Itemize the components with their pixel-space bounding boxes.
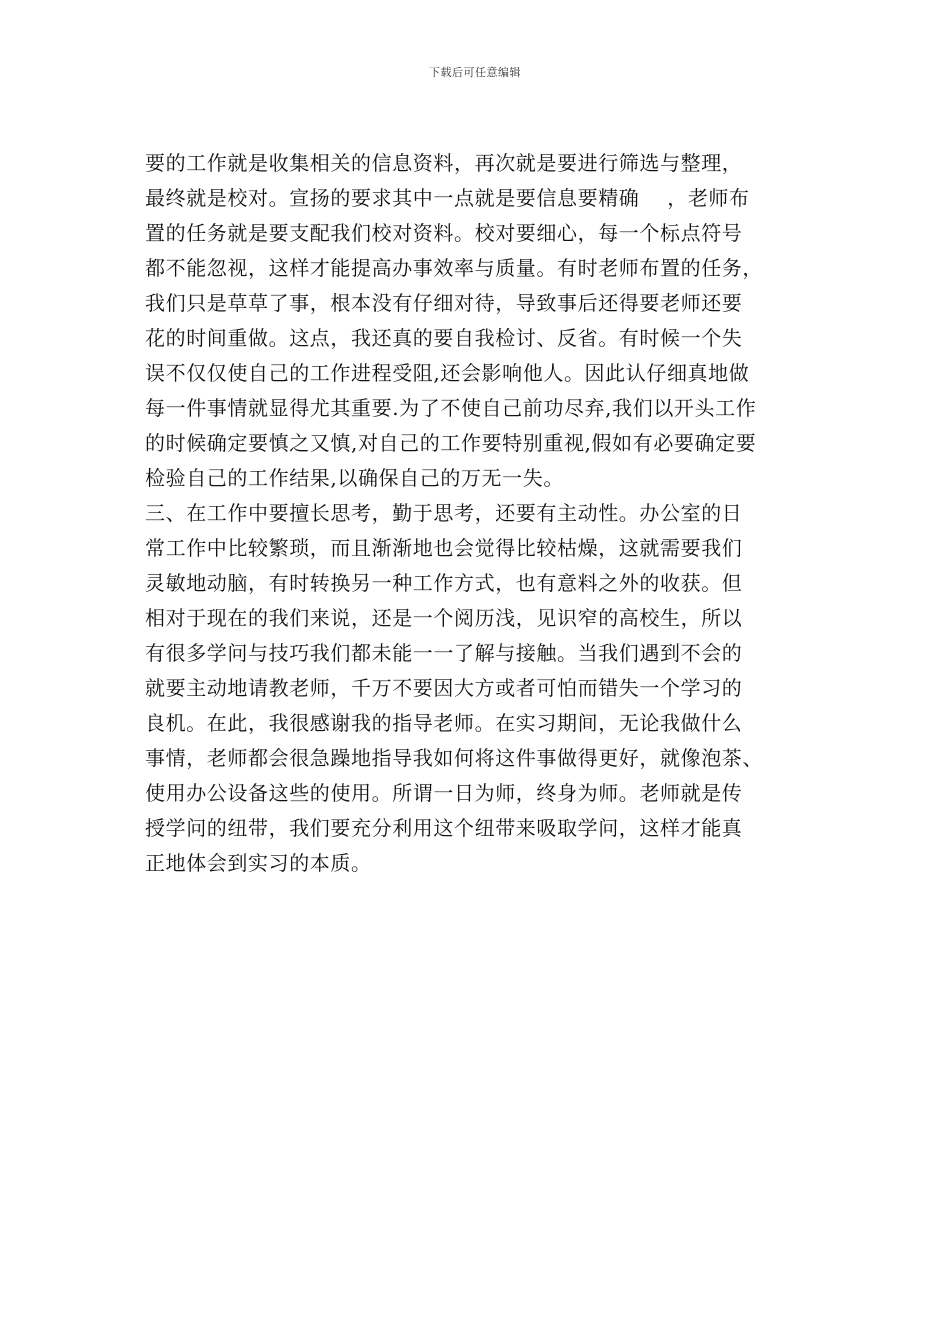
text-line: 良机。在此，我很感谢我的指导老师。在实习期间，无论我做什么 — [145, 711, 743, 735]
text-line: 正地体会到实习的本质。 — [145, 851, 372, 875]
text-line: 有很多学问与技巧我们都未能一一了解与接触。当我们遇到不会的 — [145, 641, 743, 665]
document-body — [145, 146, 825, 881]
text-line: 要的工作就是收集相关的信息资料，再次就是要进行筛选与整理， — [145, 151, 743, 175]
text-line: 置的任务就是要支配我们校对资料。校对要细心，每一个标点符号 — [145, 221, 743, 245]
text-line: 事情，老师都会很急躁地指导我如何将这件事做得更好，就像泡茶、 — [145, 746, 763, 770]
text-line: 三、在工作中要擅长思考，勤于思考，还要有主动性。办公室的日 — [145, 501, 743, 525]
text-line: 灵敏地动脑，有时转换另一种工作方式，也有意料之外的收获。但 — [145, 571, 743, 595]
text-line: 最终就是校对。宣扬的要求其中一点就是要信息要精确 ，老师布 — [145, 186, 750, 210]
text-line: 授学问的纽带，我们要充分利用这个纽带来吸取学问，这样才能真 — [145, 816, 743, 840]
text-line: 相对于现在的我们来说，还是一个阅历浅，见识窄的高校生，所以 — [145, 606, 743, 630]
text-line: 都不能忽视，这样才能提高办事效率与质量。有时老师布置的任务， — [145, 256, 763, 280]
text-line: 使用办公设备这些的使用。所谓一日为师，终身为师。老师就是传 — [145, 781, 743, 805]
text-line: 常工作中比较繁琐，而且渐渐地也会觉得比较枯燥，这就需要我们 — [145, 536, 743, 560]
text-line: 每一件事情就显得尤其重要.为了不使自己前功尽弃,我们以开头工作 — [145, 396, 757, 420]
text-line: 检验自己的工作结果,以确保自己的万无一失。 — [145, 466, 564, 490]
text-line: 花的时间重做。这点，我还真的要自我检讨、反省。有时候一个失 — [145, 326, 743, 350]
text-line: 的时候确定要慎之又慎,对自己的工作要特别重视,假如有必要确定要 — [145, 431, 757, 455]
page-header: 下载后可任意编辑 — [429, 66, 521, 79]
text-line: 我们只是草草了事，根本没有仔细对待，导致事后还得要老师还要 — [145, 291, 743, 315]
text-line: 误不仅仅使自己的工作进程受阻,还会影响他人。因此认仔细真地做 — [145, 361, 750, 385]
text-line: 就要主动地请教老师，千万不要因大方或者可怕而错失一个学习的 — [145, 676, 743, 700]
